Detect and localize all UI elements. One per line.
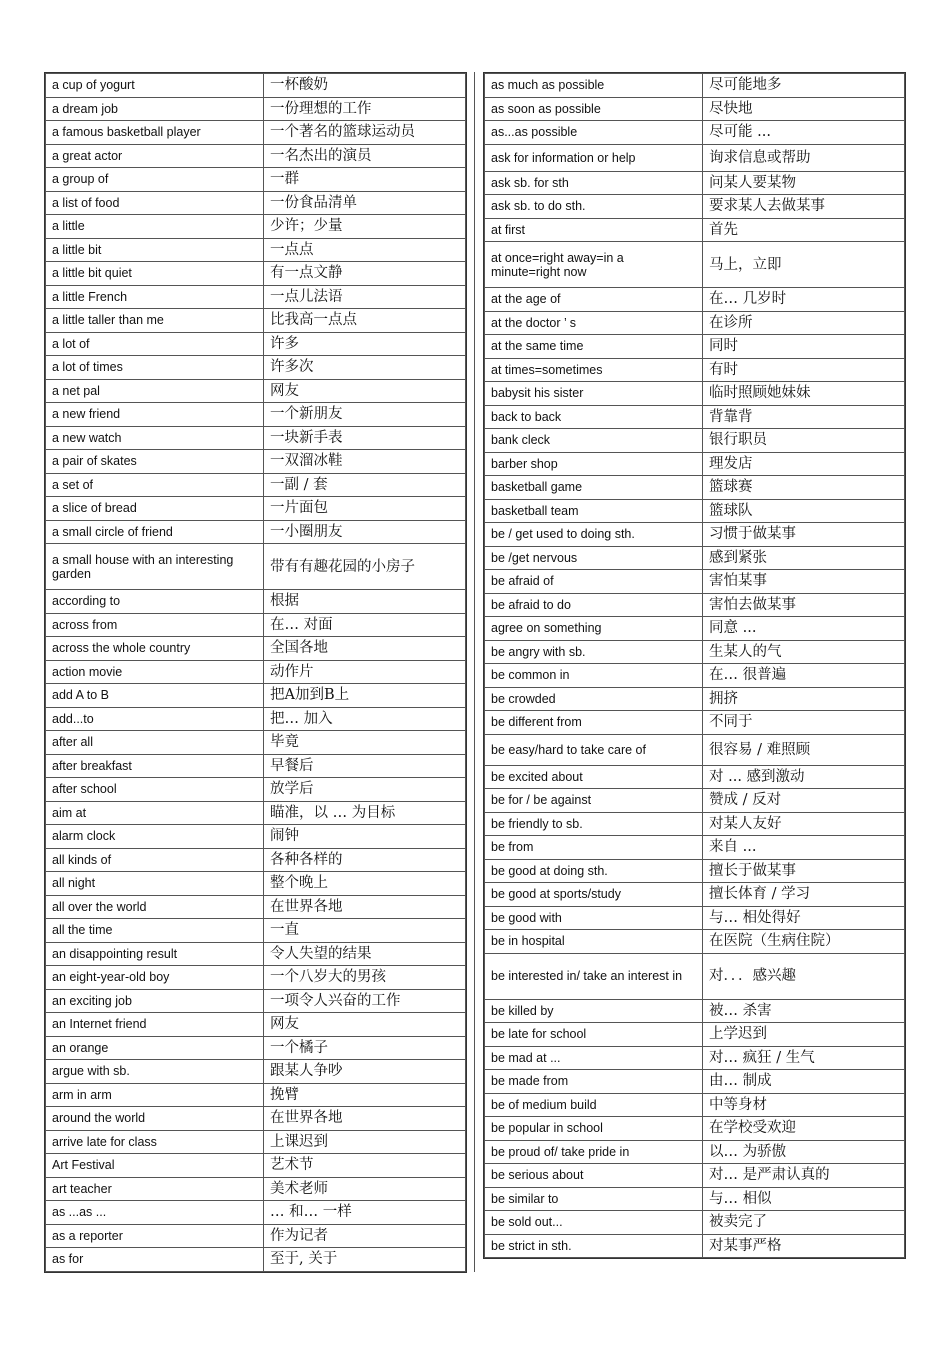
english-phrase: at once=right away=in a minute=right now [485, 242, 703, 288]
english-phrase: be afraid to do [485, 593, 703, 617]
vocab-row [485, 546, 905, 570]
english-phrase: after school [46, 778, 264, 802]
vocab-row [46, 309, 466, 333]
vocab-row [485, 883, 905, 907]
chinese-meaning: 一块新手表 [264, 426, 466, 450]
chinese-meaning: 害怕某事 [703, 570, 905, 594]
english-phrase: a new watch [46, 426, 264, 450]
english-phrase: be from [485, 836, 703, 860]
english-phrase: be serious about [485, 1164, 703, 1188]
vocab-row [485, 765, 905, 789]
english-phrase: be interested in/ take an interest in [485, 953, 703, 999]
english-phrase: all over the world [46, 895, 264, 919]
english-phrase: around the world [46, 1107, 264, 1131]
english-phrase: across from [46, 613, 264, 637]
chinese-meaning: 对某人友好 [703, 812, 905, 836]
vocab-row [46, 848, 466, 872]
vocab-row [46, 356, 466, 380]
chinese-meaning: 整个晚上 [264, 872, 466, 896]
chinese-meaning: 网友 [264, 1013, 466, 1037]
chinese-meaning: 跟某人争吵 [264, 1060, 466, 1084]
chinese-meaning: 对… 是严肃认真的 [703, 1164, 905, 1188]
chinese-meaning: 一群 [264, 168, 466, 192]
english-phrase: arrive late for class [46, 1130, 264, 1154]
english-phrase: back to back [485, 405, 703, 429]
vocab-row [485, 617, 905, 641]
chinese-meaning: 一份食品清单 [264, 191, 466, 215]
vocab-row [46, 332, 466, 356]
chinese-meaning: 一项令人兴奋的工作 [264, 989, 466, 1013]
english-phrase: action movie [46, 660, 264, 684]
chinese-meaning: 擅长体育 / 学习 [703, 883, 905, 907]
vocab-row [46, 1201, 466, 1225]
chinese-meaning: 一双溜冰鞋 [264, 450, 466, 474]
vocab-row [485, 382, 905, 406]
english-phrase: a lot of times [46, 356, 264, 380]
english-phrase: a little French [46, 285, 264, 309]
english-phrase: an eight-year-old boy [46, 966, 264, 990]
vocab-row [46, 754, 466, 778]
english-phrase: ask sb. to do sth. [485, 195, 703, 219]
chinese-meaning: 毕竟 [264, 731, 466, 755]
vocab-row [46, 590, 466, 614]
vocab-row [46, 191, 466, 215]
vocab-row [485, 593, 905, 617]
vocab-row [46, 1060, 466, 1084]
english-phrase: be for / be against [485, 789, 703, 813]
vocab-row [485, 1164, 905, 1188]
vocab-row [485, 218, 905, 242]
chinese-meaning: 被… 杀害 [703, 999, 905, 1023]
english-phrase: a set of [46, 473, 264, 497]
english-phrase: barber shop [485, 452, 703, 476]
chinese-meaning: 在学校受欢迎 [703, 1117, 905, 1141]
vocab-row [485, 953, 905, 999]
chinese-meaning: 一个橘子 [264, 1036, 466, 1060]
chinese-meaning: 感到紧张 [703, 546, 905, 570]
vocab-row [46, 1130, 466, 1154]
chinese-meaning: 一份理想的工作 [264, 97, 466, 121]
english-phrase: agree on something [485, 617, 703, 641]
vocab-row [46, 1107, 466, 1131]
english-phrase: a great actor [46, 144, 264, 168]
english-phrase: a little bit quiet [46, 262, 264, 286]
chinese-meaning: 早餐后 [264, 754, 466, 778]
english-phrase: as much as possible [485, 74, 703, 98]
english-phrase: be / get used to doing sth. [485, 523, 703, 547]
vocab-row [46, 825, 466, 849]
english-phrase: at the same time [485, 335, 703, 359]
chinese-meaning: 一个八岁大的男孩 [264, 966, 466, 990]
english-phrase: add A to B [46, 684, 264, 708]
vocab-row [46, 872, 466, 896]
english-phrase: a group of [46, 168, 264, 192]
english-phrase: be mad at ... [485, 1046, 703, 1070]
vocab-row [46, 1154, 466, 1178]
chinese-meaning: 在医院（生病住院） [703, 930, 905, 954]
vocab-row [485, 242, 905, 288]
vocab-row [46, 613, 466, 637]
vocab-row [46, 966, 466, 990]
english-phrase: a little taller than me [46, 309, 264, 333]
chinese-meaning: 网友 [264, 379, 466, 403]
chinese-meaning: 拥挤 [703, 687, 905, 711]
right-vocab-column [483, 72, 906, 1259]
chinese-meaning: 很容易 / 难照顾 [703, 734, 905, 765]
chinese-meaning: 由… 制成 [703, 1070, 905, 1094]
english-phrase: be angry with sb. [485, 640, 703, 664]
vocab-row [485, 640, 905, 664]
chinese-meaning: 一杯酸奶 [264, 74, 466, 98]
chinese-meaning: 全国各地 [264, 637, 466, 661]
chinese-meaning: … 和… 一样 [264, 1201, 466, 1225]
english-phrase: according to [46, 590, 264, 614]
vocab-row [46, 121, 466, 145]
vocab-row [46, 1083, 466, 1107]
vocab-row [46, 473, 466, 497]
vocab-row [485, 789, 905, 813]
vocab-row [485, 711, 905, 735]
vocab-row [485, 1211, 905, 1235]
chinese-meaning: 一个著名的篮球运动员 [264, 121, 466, 145]
vocab-row [485, 687, 905, 711]
english-phrase: at the age of [485, 288, 703, 312]
chinese-meaning: 美术老师 [264, 1177, 466, 1201]
english-phrase: an Internet friend [46, 1013, 264, 1037]
chinese-meaning: 在世界各地 [264, 895, 466, 919]
column-divider [474, 72, 475, 1272]
vocab-row [485, 1187, 905, 1211]
english-phrase: be easy/hard to take care of [485, 734, 703, 765]
vocab-row [46, 684, 466, 708]
chinese-meaning: 同意 ... [703, 617, 905, 641]
chinese-meaning: 挽臂 [264, 1083, 466, 1107]
english-phrase: be killed by [485, 999, 703, 1023]
chinese-meaning: 尽可能 ... [703, 121, 905, 145]
english-phrase: be sold out... [485, 1211, 703, 1235]
chinese-meaning: 放学后 [264, 778, 466, 802]
vocab-row [46, 1036, 466, 1060]
vocab-row [46, 942, 466, 966]
vocab-row [485, 812, 905, 836]
chinese-meaning: 一点点 [264, 238, 466, 262]
english-phrase: be proud of/ take pride in [485, 1140, 703, 1164]
vocab-row [46, 1013, 466, 1037]
chinese-meaning: 许多次 [264, 356, 466, 380]
chinese-meaning: 一个新朋友 [264, 403, 466, 427]
english-phrase: an orange [46, 1036, 264, 1060]
chinese-meaning: 尽快地 [703, 97, 905, 121]
chinese-meaning: 许多 [264, 332, 466, 356]
chinese-meaning: 来自 ... [703, 836, 905, 860]
vocab-row [46, 919, 466, 943]
vocab-row [46, 1177, 466, 1201]
vocab-row [46, 285, 466, 309]
english-phrase: a little bit [46, 238, 264, 262]
vocab-row [46, 989, 466, 1013]
vocab-row [485, 570, 905, 594]
chinese-meaning: 一直 [264, 919, 466, 943]
vocab-row [46, 1248, 466, 1272]
english-phrase: be friendly to sb. [485, 812, 703, 836]
chinese-meaning: 要求某人去做某事 [703, 195, 905, 219]
english-phrase: a little [46, 215, 264, 239]
chinese-meaning: 中等身材 [703, 1093, 905, 1117]
english-phrase: babysit his sister [485, 382, 703, 406]
vocab-row [46, 801, 466, 825]
chinese-meaning: 不同于 [703, 711, 905, 735]
english-phrase: be late for school [485, 1023, 703, 1047]
english-phrase: be of medium build [485, 1093, 703, 1117]
english-phrase: after all [46, 731, 264, 755]
vocab-row [485, 734, 905, 765]
english-phrase: ask sb. for sth [485, 171, 703, 195]
english-phrase: aim at [46, 801, 264, 825]
english-phrase: be crowded [485, 687, 703, 711]
english-phrase: ask for information or help [485, 144, 703, 171]
chinese-meaning: 一副 / 套 [264, 473, 466, 497]
english-phrase: be good at sports/study [485, 883, 703, 907]
chinese-meaning: 尽可能地多 [703, 74, 905, 98]
chinese-meaning: 艺术节 [264, 1154, 466, 1178]
chinese-meaning: 带有有趣花园的小房子 [264, 544, 466, 590]
chinese-meaning: 在… 几岁时 [703, 288, 905, 312]
vocab-row [485, 335, 905, 359]
english-phrase: as a reporter [46, 1224, 264, 1248]
vocab-row [485, 195, 905, 219]
chinese-meaning: 在… 对面 [264, 613, 466, 637]
english-phrase: basketball team [485, 499, 703, 523]
vocab-row [485, 358, 905, 382]
chinese-meaning: 对 ... 感到激动 [703, 765, 905, 789]
english-phrase: be popular in school [485, 1117, 703, 1141]
right-vocab-table [484, 73, 905, 1258]
english-phrase: art teacher [46, 1177, 264, 1201]
english-phrase: a new friend [46, 403, 264, 427]
english-phrase: a net pal [46, 379, 264, 403]
english-phrase: be strict in sth. [485, 1234, 703, 1258]
left-vocab-table [45, 73, 466, 1272]
vocab-row [485, 452, 905, 476]
english-phrase: be /get nervous [485, 546, 703, 570]
chinese-meaning: 害怕去做某事 [703, 593, 905, 617]
chinese-meaning: 闹钟 [264, 825, 466, 849]
vocab-row [485, 906, 905, 930]
vocab-row [46, 144, 466, 168]
chinese-meaning: 同时 [703, 335, 905, 359]
chinese-meaning: 一点儿法语 [264, 285, 466, 309]
vocab-row [485, 1023, 905, 1047]
vocab-row [46, 426, 466, 450]
chinese-meaning: 被卖完了 [703, 1211, 905, 1235]
english-phrase: a list of food [46, 191, 264, 215]
vocab-row [485, 664, 905, 688]
english-phrase: be common in [485, 664, 703, 688]
english-phrase: be different from [485, 711, 703, 735]
english-phrase: arm in arm [46, 1083, 264, 1107]
english-phrase: a famous basketball player [46, 121, 264, 145]
vocab-row [485, 930, 905, 954]
english-phrase: at times=sometimes [485, 358, 703, 382]
vocab-row [485, 405, 905, 429]
vocab-row [46, 544, 466, 590]
vocab-row [46, 450, 466, 474]
vocab-row [46, 168, 466, 192]
english-phrase: a small house with an interesting garden [46, 544, 264, 590]
chinese-meaning: 少许；少量 [264, 215, 466, 239]
vocab-row [485, 288, 905, 312]
vocab-row [485, 1070, 905, 1094]
vocab-row [46, 895, 466, 919]
english-phrase: a slice of bread [46, 497, 264, 521]
vocab-row [46, 97, 466, 121]
chinese-meaning: 擅长于做某事 [703, 859, 905, 883]
english-phrase: all kinds of [46, 848, 264, 872]
english-phrase: be afraid of [485, 570, 703, 594]
vocab-row [46, 1224, 466, 1248]
english-phrase: Art Festival [46, 1154, 264, 1178]
english-phrase: basketball game [485, 476, 703, 500]
english-phrase: be in hospital [485, 930, 703, 954]
english-phrase: add...to [46, 707, 264, 731]
chinese-meaning: 根据 [264, 590, 466, 614]
chinese-meaning: 对．．．感兴趣 [703, 953, 905, 999]
chinese-meaning: 作为记者 [264, 1224, 466, 1248]
chinese-meaning: 与… 相似 [703, 1187, 905, 1211]
vocab-row [485, 523, 905, 547]
chinese-meaning: 至于, 关于 [264, 1248, 466, 1272]
vocab-row [485, 999, 905, 1023]
english-phrase: a small circle of friend [46, 520, 264, 544]
chinese-meaning: 有一点文静 [264, 262, 466, 286]
vocab-row [46, 497, 466, 521]
vocab-row [46, 238, 466, 262]
vocab-row [485, 836, 905, 860]
chinese-meaning: 背靠背 [703, 405, 905, 429]
chinese-meaning: 在诊所 [703, 311, 905, 335]
vocab-row [485, 859, 905, 883]
english-phrase: all night [46, 872, 264, 896]
chinese-meaning: 各种各样的 [264, 848, 466, 872]
vocab-row [485, 1093, 905, 1117]
vocab-row [485, 476, 905, 500]
english-phrase: alarm clock [46, 825, 264, 849]
chinese-meaning: 动作片 [264, 660, 466, 684]
vocab-row [46, 707, 466, 731]
vocab-row [485, 1046, 905, 1070]
english-phrase: an disappointing result [46, 942, 264, 966]
chinese-meaning: 以… 为骄傲 [703, 1140, 905, 1164]
chinese-meaning: 篮球队 [703, 499, 905, 523]
english-phrase: be similar to [485, 1187, 703, 1211]
chinese-meaning: 马上，立即 [703, 242, 905, 288]
english-phrase: all the time [46, 919, 264, 943]
vocab-row [46, 74, 466, 98]
english-phrase: across the whole country [46, 637, 264, 661]
chinese-meaning: 赞成 / 反对 [703, 789, 905, 813]
chinese-meaning: 对… 疯狂 / 生气 [703, 1046, 905, 1070]
chinese-meaning: 把A加到B上 [264, 684, 466, 708]
vocab-row [485, 144, 905, 171]
chinese-meaning: 把… 加入 [264, 707, 466, 731]
left-vocab-column [44, 72, 467, 1273]
vocab-row [46, 379, 466, 403]
vocab-row [485, 1140, 905, 1164]
chinese-meaning: 生某人的气 [703, 640, 905, 664]
chinese-meaning: 上课迟到 [264, 1130, 466, 1154]
chinese-meaning: 瞄准，以 … 为目标 [264, 801, 466, 825]
chinese-meaning: 问某人要某物 [703, 171, 905, 195]
english-phrase: as...as possible [485, 121, 703, 145]
chinese-meaning: 理发店 [703, 452, 905, 476]
vocab-row [485, 1117, 905, 1141]
chinese-meaning: 一名杰出的演员 [264, 144, 466, 168]
english-phrase: an exciting job [46, 989, 264, 1013]
vocab-row [46, 778, 466, 802]
english-phrase: be excited about [485, 765, 703, 789]
english-phrase: as ...as ... [46, 1201, 264, 1225]
chinese-meaning: 银行职员 [703, 429, 905, 453]
chinese-meaning: 一片面包 [264, 497, 466, 521]
chinese-meaning: 上学迟到 [703, 1023, 905, 1047]
english-phrase: argue with sb. [46, 1060, 264, 1084]
chinese-meaning: 令人失望的结果 [264, 942, 466, 966]
chinese-meaning: 一小圈朋友 [264, 520, 466, 544]
chinese-meaning: 首先 [703, 218, 905, 242]
english-phrase: as for [46, 1248, 264, 1272]
vocab-row [46, 660, 466, 684]
chinese-meaning: 对某事严格 [703, 1234, 905, 1258]
english-phrase: at first [485, 218, 703, 242]
vocab-row [485, 311, 905, 335]
vocab-row [485, 74, 905, 98]
vocab-row [485, 1234, 905, 1258]
chinese-meaning: 在… 很普遍 [703, 664, 905, 688]
chinese-meaning: 在世界各地 [264, 1107, 466, 1131]
english-phrase: bank cleck [485, 429, 703, 453]
vocab-row [46, 262, 466, 286]
vocab-row [46, 520, 466, 544]
english-phrase: at the doctor ’ s [485, 311, 703, 335]
english-phrase: a pair of skates [46, 450, 264, 474]
english-phrase: as soon as possible [485, 97, 703, 121]
english-phrase: after breakfast [46, 754, 264, 778]
english-phrase: a lot of [46, 332, 264, 356]
english-phrase: be made from [485, 1070, 703, 1094]
chinese-meaning: 临时照顾她妹妹 [703, 382, 905, 406]
vocab-row [46, 637, 466, 661]
chinese-meaning: 询求信息或帮助 [703, 144, 905, 171]
chinese-meaning: 有时 [703, 358, 905, 382]
vocab-row [485, 97, 905, 121]
chinese-meaning: 比我高一点点 [264, 309, 466, 333]
vocab-row [46, 215, 466, 239]
english-phrase: a dream job [46, 97, 264, 121]
vocab-row [485, 499, 905, 523]
vocab-row [485, 171, 905, 195]
chinese-meaning: 与… 相处得好 [703, 906, 905, 930]
vocab-row [46, 403, 466, 427]
vocab-row [46, 731, 466, 755]
vocab-row [485, 429, 905, 453]
english-phrase: be good at doing sth. [485, 859, 703, 883]
chinese-meaning: 篮球赛 [703, 476, 905, 500]
vocab-row [485, 121, 905, 145]
chinese-meaning: 习惯于做某事 [703, 523, 905, 547]
english-phrase: a cup of yogurt [46, 74, 264, 98]
english-phrase: be good with [485, 906, 703, 930]
